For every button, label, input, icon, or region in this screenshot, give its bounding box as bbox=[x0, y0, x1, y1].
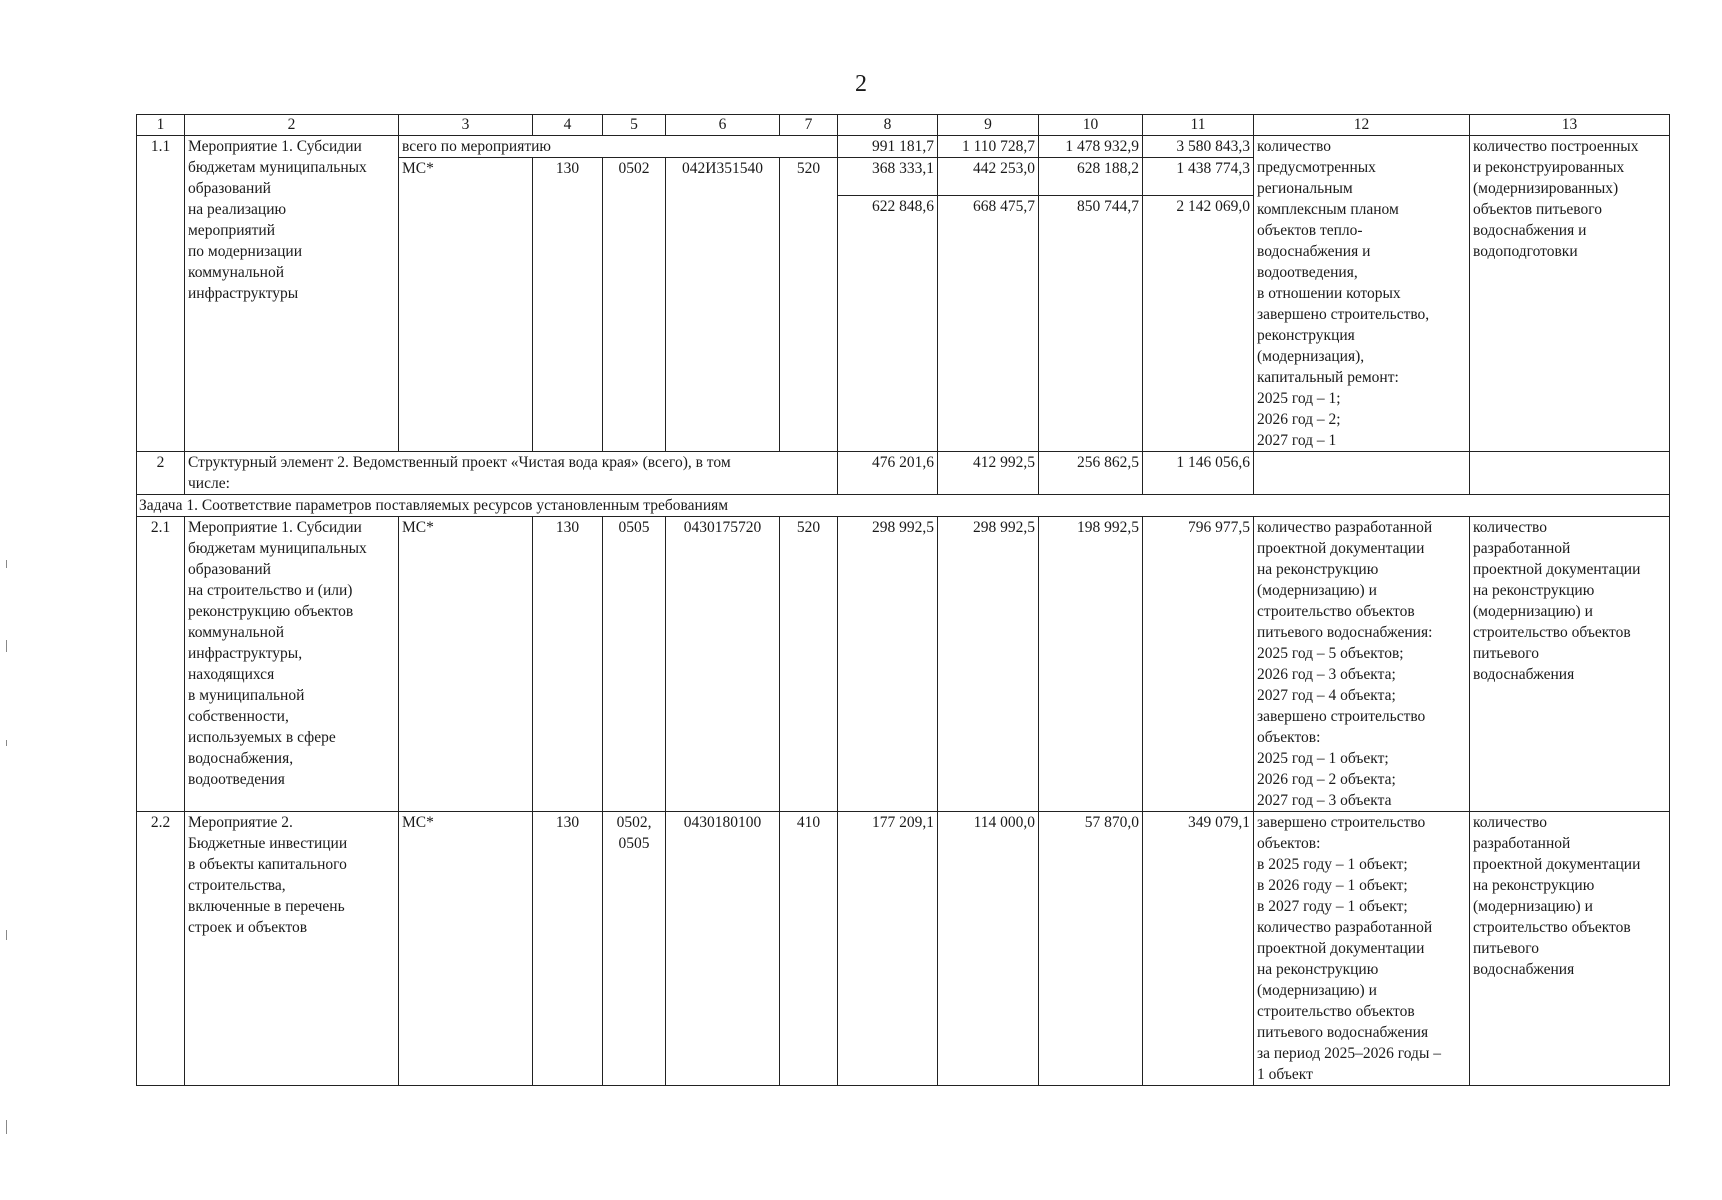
code-expense-type: 520 bbox=[780, 158, 838, 452]
header-cell: 5 bbox=[603, 115, 666, 136]
table-row-2-1 bbox=[137, 517, 1670, 812]
amount-2025: 177 209,1 bbox=[838, 812, 938, 1086]
result-indicator: завершено строительство объектов: в 2025 году – 1 объект; в 2026 году – 1 объект; в 2027 году – 1 объект; количество разработанной проектной документации на реконструкцию (модернизацию) и строительство объектов питьевого водоснабжения за период 2025–2026 годы – 1 объект bbox=[1254, 812, 1470, 1086]
target-indicator: количество построенных и реконструированных (модернизированных) объектов питьевого водоснабжения и водоподготовки bbox=[1470, 136, 1670, 452]
code-section: 0505 bbox=[603, 517, 666, 812]
amount-total: 1 438 774,3 bbox=[1143, 158, 1254, 196]
measure-name: Мероприятие 1. Субсидии бюджетам муниципальных образований на строительство и (или) реконструкцию объектов коммунальной инфраструктуры, находящихся в муниципальной собственности, используемых в сфере водоснабжения, водоотведения bbox=[185, 517, 399, 812]
executor: МС* bbox=[399, 158, 533, 452]
measure-name: Мероприятие 1. Субсидии бюджетам муниципальных образований на реализацию мероприятий по модернизации коммунальной инфраструктуры bbox=[185, 136, 399, 452]
amount-total: 796 977,5 bbox=[1143, 517, 1254, 812]
amount-total: 2 142 069,0 bbox=[1143, 196, 1254, 452]
result-indicator: количество разработанной проектной документации на реконструкцию (модернизацию) и строительство объектов питьевого водоснабжения: 2025 год – 5 объектов; 2026 год – 3 объекта; 2027 год – 4 объекта; завершено строительство объектов: 2025 год – 1 объект; 2026 год – 2 объекта; 2027 год – 3 объекта bbox=[1254, 517, 1470, 812]
measure-name: Мероприятие 2. Бюджетные инвестиции в объекты капитального строительства, включенные в перечень строек и объектов bbox=[185, 812, 399, 1086]
target-indicator: количество разработанной проектной документации на реконструкцию (модернизацию) и строительство объектов питьевого водоснабжения bbox=[1470, 517, 1670, 812]
result-indicator: количество предусмотренных региональным комплексным планом объектов тепло- водоснабжения и водоотведения, в отношении которых завершено строительство, реконструкция (модернизация), капитальный ремонт: 2025 год – 1; 2026 год – 2; 2027 год – 1 bbox=[1254, 136, 1470, 452]
table-row-2-2 bbox=[137, 812, 1670, 1086]
code-grbs: 130 bbox=[533, 812, 603, 1086]
structural-element: Структурный элемент 2. Ведомственный проект «Чистая вода края» (всего), в том числе: bbox=[185, 452, 838, 495]
header-cell: 9 bbox=[938, 115, 1039, 136]
amount-total: 349 079,1 bbox=[1143, 812, 1254, 1086]
amount-2027: 57 870,0 bbox=[1039, 812, 1143, 1086]
amount-2025: 368 333,1 bbox=[838, 158, 938, 196]
row-number: 2 bbox=[137, 452, 185, 495]
amount-2026: 298 992,5 bbox=[938, 517, 1039, 812]
amount-2026: 412 992,5 bbox=[938, 452, 1039, 495]
amount-2025: 298 992,5 bbox=[838, 517, 938, 812]
header-cell: 7 bbox=[780, 115, 838, 136]
header-cell: 10 bbox=[1039, 115, 1143, 136]
amount-total: 3 580 843,3 bbox=[1143, 136, 1254, 158]
header-cell: 4 bbox=[533, 115, 603, 136]
executor: МС* bbox=[399, 812, 533, 1086]
header-cell: 3 bbox=[399, 115, 533, 136]
code-grbs: 130 bbox=[533, 517, 603, 812]
code-expense-type: 410 bbox=[780, 812, 838, 1086]
row-number: 1.1 bbox=[137, 136, 185, 452]
code-target: 042И351540 bbox=[666, 158, 780, 452]
amount-2025: 476 201,6 bbox=[838, 452, 938, 495]
code-section: 0502, 0505 bbox=[603, 812, 666, 1086]
header-cell: 6 bbox=[666, 115, 780, 136]
header-cell: 2 bbox=[185, 115, 399, 136]
header-cell: 13 bbox=[1470, 115, 1670, 136]
table-row-task-1 bbox=[137, 495, 1670, 517]
amount-2026: 668 475,7 bbox=[938, 196, 1039, 452]
amount-2026: 442 253,0 bbox=[938, 158, 1039, 196]
amount-2027: 850 744,7 bbox=[1039, 196, 1143, 452]
code-section: 0502 bbox=[603, 158, 666, 452]
header-cell: 1 bbox=[137, 115, 185, 136]
code-expense-type: 520 bbox=[780, 517, 838, 812]
amount-2027: 1 478 932,9 bbox=[1039, 136, 1143, 158]
amount-2027: 198 992,5 bbox=[1039, 517, 1143, 812]
header-cell: 8 bbox=[838, 115, 938, 136]
amount-2027: 256 862,5 bbox=[1039, 452, 1143, 495]
amount-2025: 622 848,6 bbox=[838, 196, 938, 452]
code-target: 0430180100 bbox=[666, 812, 780, 1086]
table-row-1-1-total bbox=[137, 136, 1670, 158]
table-header-row bbox=[137, 115, 1670, 136]
amount-2026: 1 110 728,7 bbox=[938, 136, 1039, 158]
code-grbs: 130 bbox=[533, 158, 603, 452]
amount-2025: 991 181,7 bbox=[838, 136, 938, 158]
amount-2027: 628 188,2 bbox=[1039, 158, 1143, 196]
budget-table bbox=[136, 114, 1670, 1086]
row-number: 2.2 bbox=[137, 812, 185, 1086]
amount-total: 1 146 056,6 bbox=[1143, 452, 1254, 495]
header-cell: 12 bbox=[1254, 115, 1470, 136]
scan-margin-marks bbox=[6, 0, 8, 1200]
task-heading: Задача 1. Соответствие параметров поставляемых ресурсов установленным требованиям bbox=[137, 495, 1670, 517]
header-cell: 11 bbox=[1143, 115, 1254, 136]
amount-2026: 114 000,0 bbox=[938, 812, 1039, 1086]
code-target: 0430175720 bbox=[666, 517, 780, 812]
result-indicator bbox=[1254, 452, 1470, 495]
executor: МС* bbox=[399, 517, 533, 812]
total-label: всего по мероприятию bbox=[399, 136, 838, 158]
target-indicator bbox=[1470, 452, 1670, 495]
target-indicator: количество разработанной проектной документации на реконструкцию (модернизацию) и строительство объектов питьевого водоснабжения bbox=[1470, 812, 1670, 1086]
page-number: 2 bbox=[855, 71, 867, 97]
row-number: 2.1 bbox=[137, 517, 185, 812]
table-row-2 bbox=[137, 452, 1670, 495]
